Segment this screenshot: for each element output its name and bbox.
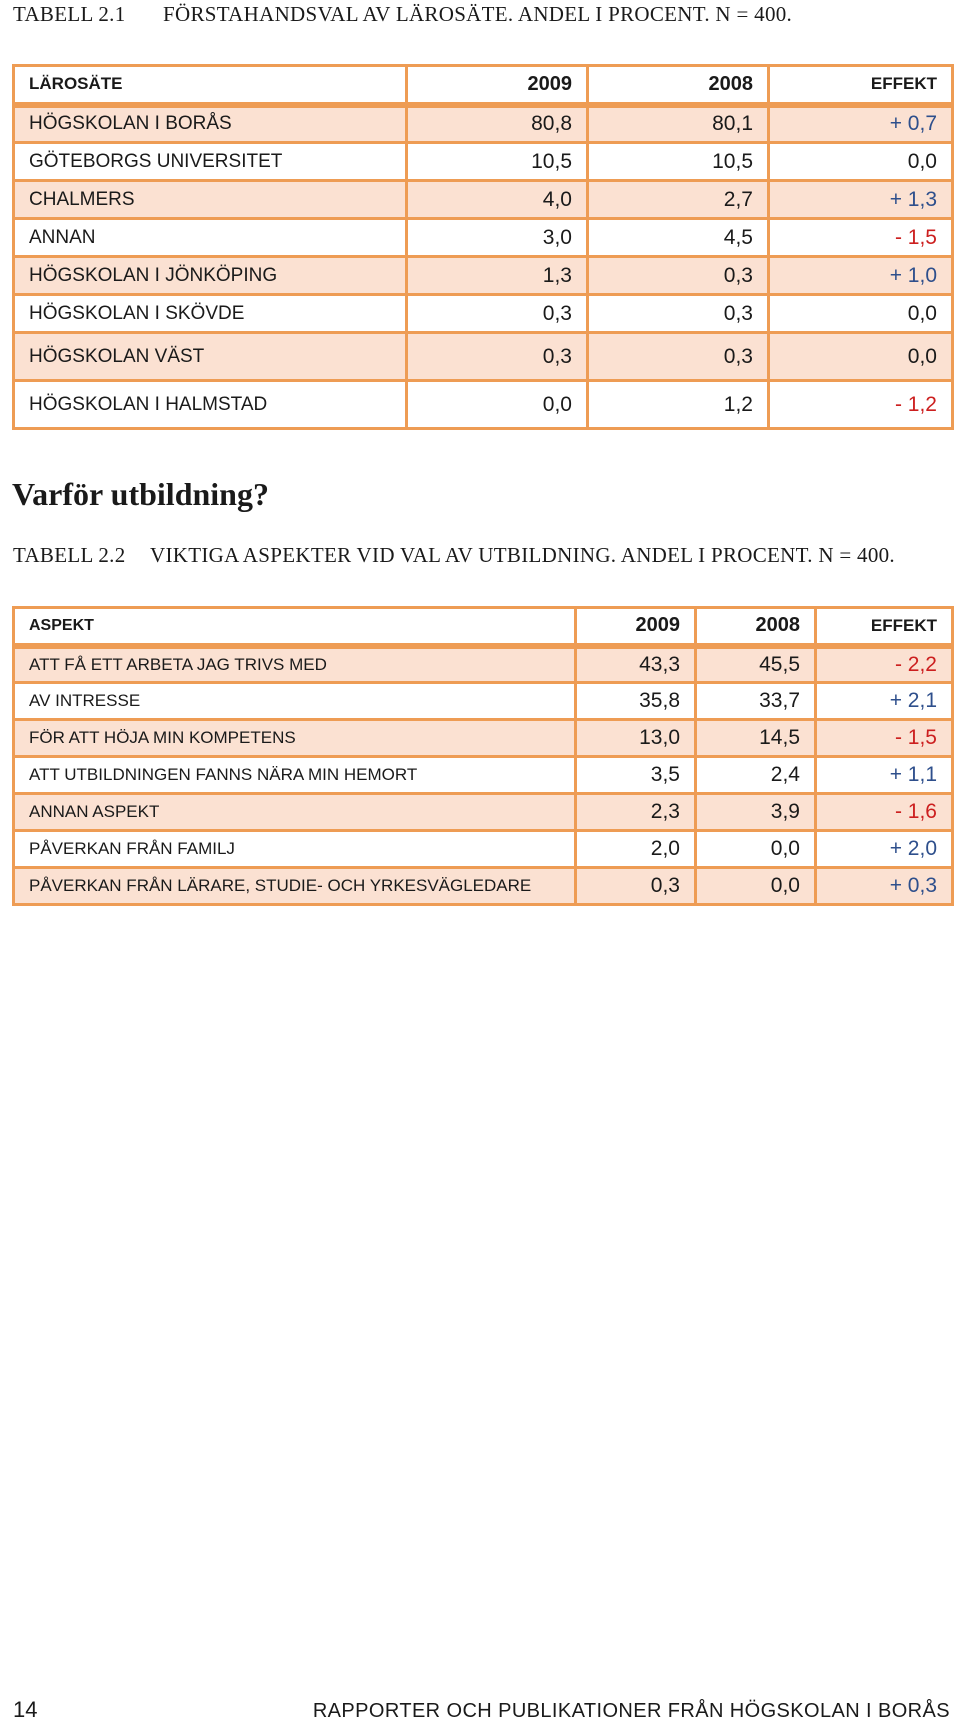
table2-header-2008: 2008 (696, 608, 816, 646)
effekt-value: 0,0 (769, 143, 953, 181)
value-2009: 80,8 (407, 105, 588, 143)
value-2008: 3,9 (696, 794, 816, 831)
value-2008: 0,0 (696, 868, 816, 905)
table-row (14, 257, 953, 295)
table1-caption (13, 2, 953, 27)
table-row (14, 219, 953, 257)
value-2009: 2,0 (576, 831, 696, 868)
value-2008: 0,3 (588, 295, 769, 333)
table2-header-label: ASPEKT (14, 608, 576, 646)
row-label: GÖTEBORGS UNIVERSITET (14, 143, 407, 181)
value-2009: 0,3 (407, 295, 588, 333)
table-row (14, 757, 953, 794)
section-heading: Varför utbildning? (12, 476, 269, 512)
value-2009: 0,0 (407, 381, 588, 429)
value-2009: 1,3 (407, 257, 588, 295)
row-label: AV INTRESSE (14, 683, 576, 720)
row-label: HÖGSKOLAN VÄST (14, 333, 407, 381)
table2-header-row (14, 608, 953, 646)
effekt-value: + 1,1 (816, 757, 953, 794)
effekt-value: + 1,0 (769, 257, 953, 295)
table1-header-label: LÄROSÄTE (14, 66, 407, 105)
table-aspekt (12, 606, 954, 906)
footer-title: RAPPORTER OCH PUBLIKATIONER FRÅN HÖGSKOLAN I BORÅS (312, 1700, 950, 1722)
effekt-value: 0,0 (769, 333, 953, 381)
value-2009: 3,5 (576, 757, 696, 794)
value-2009: 3,0 (407, 219, 588, 257)
row-label: PÅVERKAN FRÅN FAMILJ (14, 831, 576, 868)
value-2009: 13,0 (576, 720, 696, 757)
value-2008: 14,5 (696, 720, 816, 757)
row-label: ATT FÅ ETT ARBETA JAG TRIVS MED (14, 646, 576, 683)
table-row (14, 646, 953, 683)
row-label: HÖGSKOLAN I BORÅS (14, 105, 407, 143)
table-row (14, 381, 953, 429)
table-row (14, 143, 953, 181)
effekt-value: + 1,3 (769, 181, 953, 219)
value-2008: 80,1 (588, 105, 769, 143)
value-2009: 43,3 (576, 646, 696, 683)
table2-header-effekt: EFFEKT (816, 608, 953, 646)
table-row (14, 105, 953, 143)
value-2009: 10,5 (407, 143, 588, 181)
row-label: CHALMERS (14, 181, 407, 219)
value-2009: 4,0 (407, 181, 588, 219)
value-2008: 0,0 (696, 831, 816, 868)
value-2008: 33,7 (696, 683, 816, 720)
value-2008: 2,4 (696, 757, 816, 794)
table-row (14, 181, 953, 219)
row-label: ANNAN (14, 219, 407, 257)
table-row (14, 868, 953, 905)
value-2008: 4,5 (588, 219, 769, 257)
row-label: ATT UTBILDNINGEN FANNS NÄRA MIN HEMORT (14, 757, 576, 794)
table-row (14, 295, 953, 333)
effekt-value: - 1,5 (769, 219, 953, 257)
table-row (14, 720, 953, 757)
table1-header-2009: 2009 (407, 66, 588, 105)
row-label: HÖGSKOLAN I HALMSTAD (14, 381, 407, 429)
effekt-value: + 0,7 (769, 105, 953, 143)
table2-header-2009: 2009 (576, 608, 696, 646)
table-row (14, 333, 953, 381)
value-2009: 2,3 (576, 794, 696, 831)
value-2008: 10,5 (588, 143, 769, 181)
table2-title: VIKTIGA ASPEKTER VID VAL AV UTBILDNING. ANDEL I PROCENT. N = 400. (150, 543, 895, 567)
table1-header-row (14, 66, 953, 105)
effekt-value: - 1,2 (769, 381, 953, 429)
table2-label: TABELL 2.2 (13, 543, 126, 567)
value-2008: 0,3 (588, 257, 769, 295)
effekt-value: - 2,2 (816, 646, 953, 683)
value-2008: 45,5 (696, 646, 816, 683)
row-label: ANNAN ASPEKT (14, 794, 576, 831)
value-2008: 1,2 (588, 381, 769, 429)
page-number: 14 (13, 1697, 38, 1722)
value-2009: 35,8 (576, 683, 696, 720)
row-label: HÖGSKOLAN I JÖNKÖPING (14, 257, 407, 295)
row-label: PÅVERKAN FRÅN LÄRARE, STUDIE- OCH YRKESVÄGLEDARE (14, 868, 576, 905)
table1-label: TABELL 2.1 (13, 2, 126, 26)
value-2009: 0,3 (576, 868, 696, 905)
table1-title: FÖRSTAHANDSVAL AV LÄROSÄTE. ANDEL I PROCENT. N = 400. (163, 2, 793, 26)
effekt-value: - 1,6 (816, 794, 953, 831)
table1-header-effekt: EFFEKT (769, 66, 953, 105)
effekt-value: - 1,5 (816, 720, 953, 757)
row-label: HÖGSKOLAN I SKÖVDE (14, 295, 407, 333)
table-row (14, 683, 953, 720)
effekt-value: + 2,1 (816, 683, 953, 720)
row-label: FÖR ATT HÖJA MIN KOMPETENS (14, 720, 576, 757)
effekt-value: + 2,0 (816, 831, 953, 868)
table2-caption (13, 543, 953, 568)
table1-header-2008: 2008 (588, 66, 769, 105)
table-row (14, 831, 953, 868)
value-2008: 0,3 (588, 333, 769, 381)
effekt-value: 0,0 (769, 295, 953, 333)
table-larosate (12, 64, 954, 430)
value-2008: 2,7 (588, 181, 769, 219)
table-row (14, 794, 953, 831)
value-2009: 0,3 (407, 333, 588, 381)
effekt-value: + 0,3 (816, 868, 953, 905)
